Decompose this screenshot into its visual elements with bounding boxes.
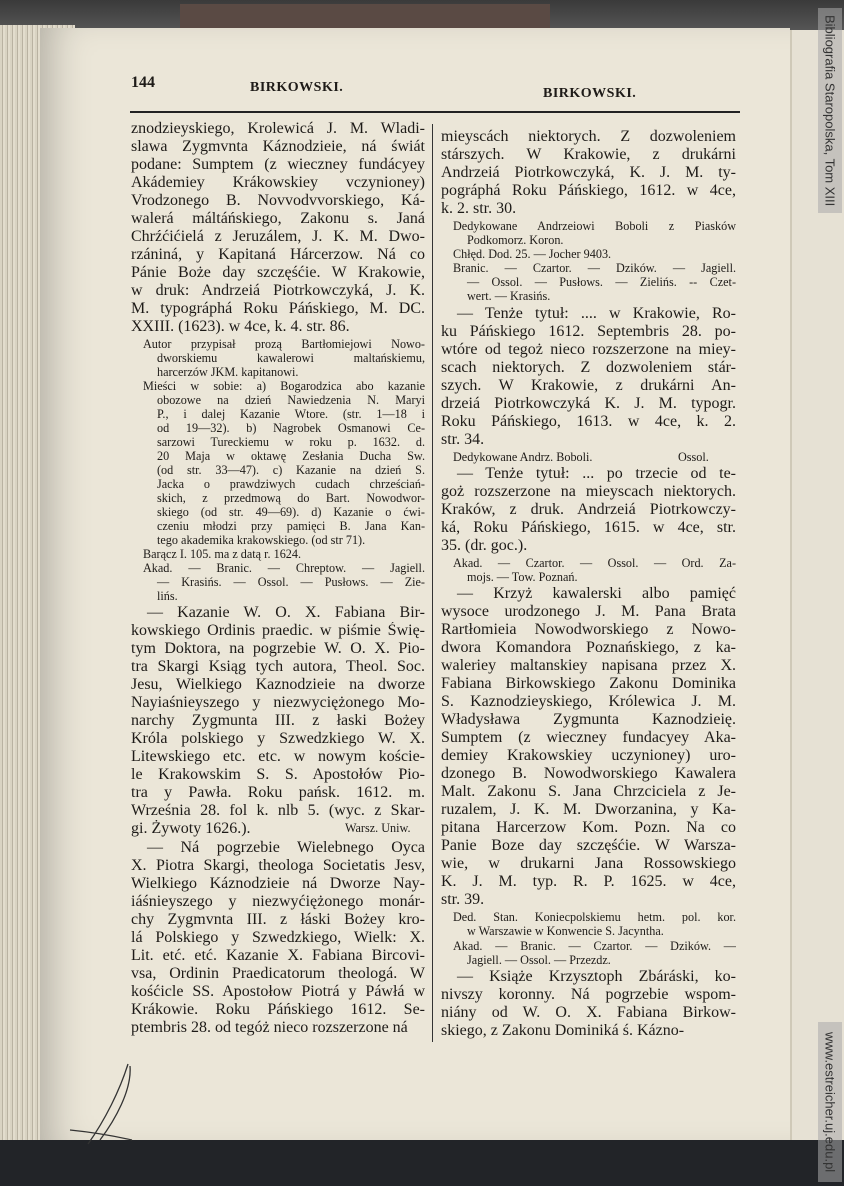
text-line: str. 39.: [441, 891, 485, 908]
text-line: Akad. — Czartor. — Ossol. — Ord. Za-: [453, 556, 736, 570]
text-line: drzeiá Piotrkowczyká K. J. M. typogr.: [441, 395, 736, 412]
text-line: tym Doktora, na pogrzebie W. O. X. Pio-: [131, 640, 425, 657]
text-line: gi. Żywoty 1626.).: [131, 820, 251, 837]
text-line: skiego (od str. 49—69). d) Kazanie o ćwi-: [157, 505, 425, 519]
note-dedication-2-source: Ossol.: [678, 450, 709, 464]
entry-krzyz-kawalerski: [441, 585, 736, 909]
note-reference: [131, 547, 425, 561]
text-line: lá Polskiego y Szwedzkiego, Wielk: X.: [131, 929, 425, 946]
text-line: kośćicle SS. Apostołow Piotrá y Páwłá w: [131, 983, 425, 1000]
text-line: X. Piotra Skargi, theologa Societatis Jesv,: [131, 857, 425, 874]
text-line: pográphá Roku Páńskiego, 1612. w 4ce,: [441, 182, 736, 199]
text-line: K. J. M. typ. R. P. 1625. w 4ce,: [441, 873, 736, 890]
text-line: czeniu młodzi przy pamięci B. Jana Kan-: [157, 519, 425, 533]
text-line: walerá máltáńskiego, Zakonu s. Janá: [131, 210, 425, 227]
text-line: Akádemiey Krákowskiey vczynioney): [131, 174, 425, 191]
text-line: — Ossol. — Pusłows. — Zielińs. -- Czet-: [467, 275, 736, 289]
text-line: — Kazanie W. O. X. Fabiana Bir-: [147, 604, 425, 621]
page-number: 144: [131, 74, 155, 91]
note-dedication: [131, 337, 425, 379]
text-line: Króla polskiego y Szwedzkiego W. X.: [131, 730, 425, 747]
note-libraries-3: [441, 556, 736, 584]
text-line: demiey Krakowskiey uczynioney) uro-: [441, 747, 736, 764]
text-line: dzonego B. Nowodworskiego Kawalera: [441, 765, 736, 782]
entry-continuation-right: [441, 128, 736, 218]
note-dedication-right: [441, 219, 736, 247]
text-line: od 19—32). b) Nagrobek Osmanowi Ce-: [157, 421, 425, 435]
text-line: dwora Komandora Poznańskiego, z ka-: [441, 639, 736, 656]
running-title-right: BIRKOWSKI.: [543, 86, 637, 101]
entry-kazanie-source: Warsz. Uniw.: [345, 821, 411, 835]
text-line: sarzowi Tureckiemu w roku p. 1632. d.: [157, 435, 425, 449]
text-line: ruzalem, J. K. M. Dworzanina, y Ka-: [441, 801, 736, 818]
text-line: Ded. Stan. Koniecpolskiemu hetm. pol. kor.: [453, 910, 736, 924]
text-line: iáśnieyszego y niezwyćiężonego monár-: [131, 893, 425, 910]
text-line: Mieści w sobie: a) Bogarodzica abo kazanie: [143, 379, 425, 393]
entry-tenze-tytul-2: [441, 465, 736, 555]
text-line: Andrzeiá Piotrkowczyká, K. J. M. ty-: [441, 164, 736, 181]
text-line: — Tenże tytuł: .... w Krakowie, Ro-: [457, 305, 736, 322]
text-line: M. typográphá Roku Páńskiego, M. DC.: [131, 300, 425, 317]
text-line: Lit. etć. etć. Kazanie X. Fabiana Bircovi-: [131, 947, 425, 964]
text-line: Krákowie. Roku Páńskiego 1612. Se-: [131, 1001, 425, 1018]
text-line: Panie Boze day szczęśćie. W Warsza-: [441, 837, 736, 854]
text-line: Rartłomieia Nowodworskiego z Nowo-: [441, 621, 736, 638]
text-line: wie, w drukarni Jana Rossowskiego: [441, 855, 736, 872]
text-line: kowskiego Ordinis praedic. w piśmie Świę-: [131, 622, 425, 639]
note-dedication-4: [441, 910, 736, 938]
text-line: mojs. — Tow. Poznań.: [467, 570, 578, 584]
text-line: skiego, z Zakonu Dominiká ś. Kázno-: [441, 1022, 685, 1039]
text-line: tra y Pawła. Roku pańsk. 1612. m.: [131, 784, 425, 801]
text-line: (od str. 33—47). c) Kazanie na dzień S.: [157, 463, 425, 477]
signature-scribble: [60, 1060, 150, 1150]
text-line: wtóre od tegoż nieco rozszerzone na miey-: [441, 341, 736, 358]
header-rule: [130, 111, 740, 113]
text-line: — Krzyż kawalerski albo pamięć: [457, 585, 736, 602]
watermark-title: Bibliografia Staropolska, Tom XIII: [818, 8, 842, 213]
text-line: Pánie Boże day szczęśćie. W Krakowie,: [131, 264, 425, 281]
note-dedication-2: Dedykowane Andrz. Boboli.: [453, 450, 593, 464]
text-line: Jacka o prawdziwych cudach chrześciań-: [157, 477, 425, 491]
text-line: ká, Roku Páńskiego, 1615. w 4ce, str.: [441, 519, 736, 536]
text-line: wysoce urodzonego J. M. Pana Brata: [441, 603, 736, 620]
text-line: Nayiaśnieyszego y niezwyciężonego Mo-: [131, 694, 425, 711]
entry-kazanie: [131, 604, 425, 838]
text-line: — Ná pogrzebie Wielebnego Oyca: [147, 839, 425, 856]
text-line: k. 2. str. 30.: [441, 200, 517, 217]
text-line: harcerzów JKM. kapitanowi.: [157, 365, 299, 379]
text-line: — Tenże tytuł: ... po trzecie od te-: [457, 465, 736, 482]
note-libraries-4: [441, 939, 736, 967]
text-line: Malt. Zakonu S. Jana Chrzciciela z Je-: [441, 783, 736, 800]
text-line: scach niektorych. Z dozwoleniem stár-: [441, 359, 736, 376]
text-line: slawa Zygmvnta Káznodzieie, ná świát: [131, 138, 425, 155]
text-line: rzániná, y Kapitaná Hárcerzow. Ná co: [131, 246, 425, 263]
text-line: Barącz I. 105. ma z datą r. 1624.: [143, 547, 302, 561]
text-line: Vrodzonego B. Novvodvvorskiego, Ká-: [131, 192, 425, 209]
text-line: Chrźćićielá z Jeruzálem, J. K. M. Dwo-: [131, 228, 425, 245]
column-divider: [432, 124, 433, 1042]
book-strap: [180, 4, 550, 28]
text-line: Władysława Zygmunta Kaznodzieię.: [441, 711, 736, 728]
note-contents: [131, 379, 425, 547]
text-line: ku Páńskiego 1612. Septembris 28. po-: [441, 323, 736, 340]
text-line: wert. — Krasińs.: [467, 289, 551, 303]
text-line: Dedykowane Andrzeiowi Boboli z Piasków: [453, 219, 736, 233]
text-line: Fabiana Birkowskiego Zakonu Dominika: [441, 675, 736, 692]
text-line: — Krasińs. — Ossol. — Pusłows. — Zie-: [157, 575, 425, 589]
text-line: S. Kaznodzieyskiego, Królewica J. M.: [441, 693, 736, 710]
text-line: obozowe na dzień Nawiedzenia N. Maryi: [157, 393, 425, 407]
text-line: tra Skargi Ksiąg tych autora, Theol. Soc.: [131, 658, 425, 675]
text-line: znodzieyskiego, Krolewicá J. M. Wladi-: [131, 120, 425, 137]
text-line: mieyscách niektorych. Z dozwoleniem: [441, 128, 736, 145]
text-line: chy Zygmvnta III. z łáski Bożey kro-: [131, 911, 425, 928]
text-line: Jesu, Wielkiego Kaznodzieie na dworze: [131, 676, 425, 693]
entry-na-pogrzebie: [131, 839, 425, 1037]
text-line: Chłęd. Dod. 25. — Jocher 9403.: [453, 247, 612, 261]
text-line: skich, z przedmową do Bart. Nowodwor-: [157, 491, 425, 505]
text-line: szych. W Krakowie, z drukárni An-: [441, 377, 736, 394]
entry-ksiaze-zbaraski: [441, 968, 736, 1040]
text-line: Podkomorz. Koron.: [467, 233, 564, 247]
text-line: Akad. — Branic. — Chreptow. — Jagiell.: [143, 561, 425, 575]
text-line: 35. (dr. goc.).: [441, 537, 528, 554]
text-line: le Krakowskim S. S. Apostołów Pio-: [131, 766, 425, 783]
text-line: dworskiemu kawalerowi maltańskiemu,: [157, 351, 425, 365]
text-line: XXIII. (1623). w 4ce, k. 4. str. 86.: [131, 318, 350, 335]
text-line: Akad. — Branic. — Czartor. — Dzików. —: [453, 939, 736, 953]
note-reference-right: [441, 247, 736, 261]
text-line: stárszych. W Krakowie, z drukárni: [441, 146, 736, 163]
text-line: Roku Páńskiego, 1613. w 4ce, k. 2.: [441, 413, 736, 430]
text-line: Jagiell. — Ossol. — Przezdz.: [467, 953, 611, 967]
text-line: goż rozszerzone na mieyscach niektorych.: [441, 483, 736, 500]
book-top-background: [0, 0, 844, 30]
text-line: Branic. — Czartor. — Dzików. — Jagiell.: [453, 261, 736, 275]
text-line: podane: Sumptem (z wieczney fundácyey: [131, 156, 425, 173]
text-line: Litewskiego etc. etc. w nowym koście-: [131, 748, 425, 765]
text-line: 20 Maja w oktawę Zesłania Ducha Sw.: [157, 449, 425, 463]
text-line: Kraków, z druk. Andrzeiá Piotrkowczy-: [441, 501, 736, 518]
text-line: tego akademika krakowskiego. (od str 71).: [157, 533, 366, 547]
running-title-left: BIRKOWSKI.: [250, 80, 344, 95]
note-libraries: [131, 561, 425, 603]
watermark-url: www.estreicher.uj.edu.pl: [818, 1022, 842, 1182]
text-line: str. 34.: [441, 431, 485, 448]
text-line: w druk: Andrzeiá Piotrkowczyká, J. K.: [131, 282, 425, 299]
text-line: Września 28. fol k. nlb 5. (wyc. z Skar-: [131, 802, 425, 819]
text-line: — Książe Krzysztoph Zbáráski, ko-: [457, 968, 736, 985]
text-line: Sumptem (z wieczney fundacyey Aka-: [441, 729, 736, 746]
text-line: waleriey maltanskiey napisana przez X.: [441, 657, 736, 674]
entry-continuation: [131, 120, 425, 336]
text-line: niány od W. O. X. Fabiana Birkow-: [441, 1004, 736, 1021]
entry-tenze-tytul-1: [441, 305, 736, 449]
text-line: narchy Zygmunta III. z łaski Bożey: [131, 712, 425, 729]
text-line: vsa, Ordinin Praedicatorum theologá. W: [131, 965, 425, 982]
text-line: pitana Harcerzow Kom. Pozn. Na co: [441, 819, 736, 836]
text-line: w Warszawie w Konwencie S. Jacyntha.: [467, 924, 664, 938]
text-line: Wielkiego Káznodzieie ná Dworze Nay-: [131, 875, 425, 892]
note-libraries-right: [441, 261, 736, 303]
text-line: lińs.: [157, 589, 178, 603]
text-line: ptembris 28. od tegóż nieco rozszerzone ná: [131, 1019, 408, 1036]
text-line: Autor przypisał prozą Bartłomiejowi Nowo-: [143, 337, 425, 351]
text-line: nivszy koronny. Ná pogrzebie wspom-: [441, 986, 736, 1003]
text-line: P., i dalej Kazanie Wtore. (str. 1—18 i: [157, 407, 425, 421]
